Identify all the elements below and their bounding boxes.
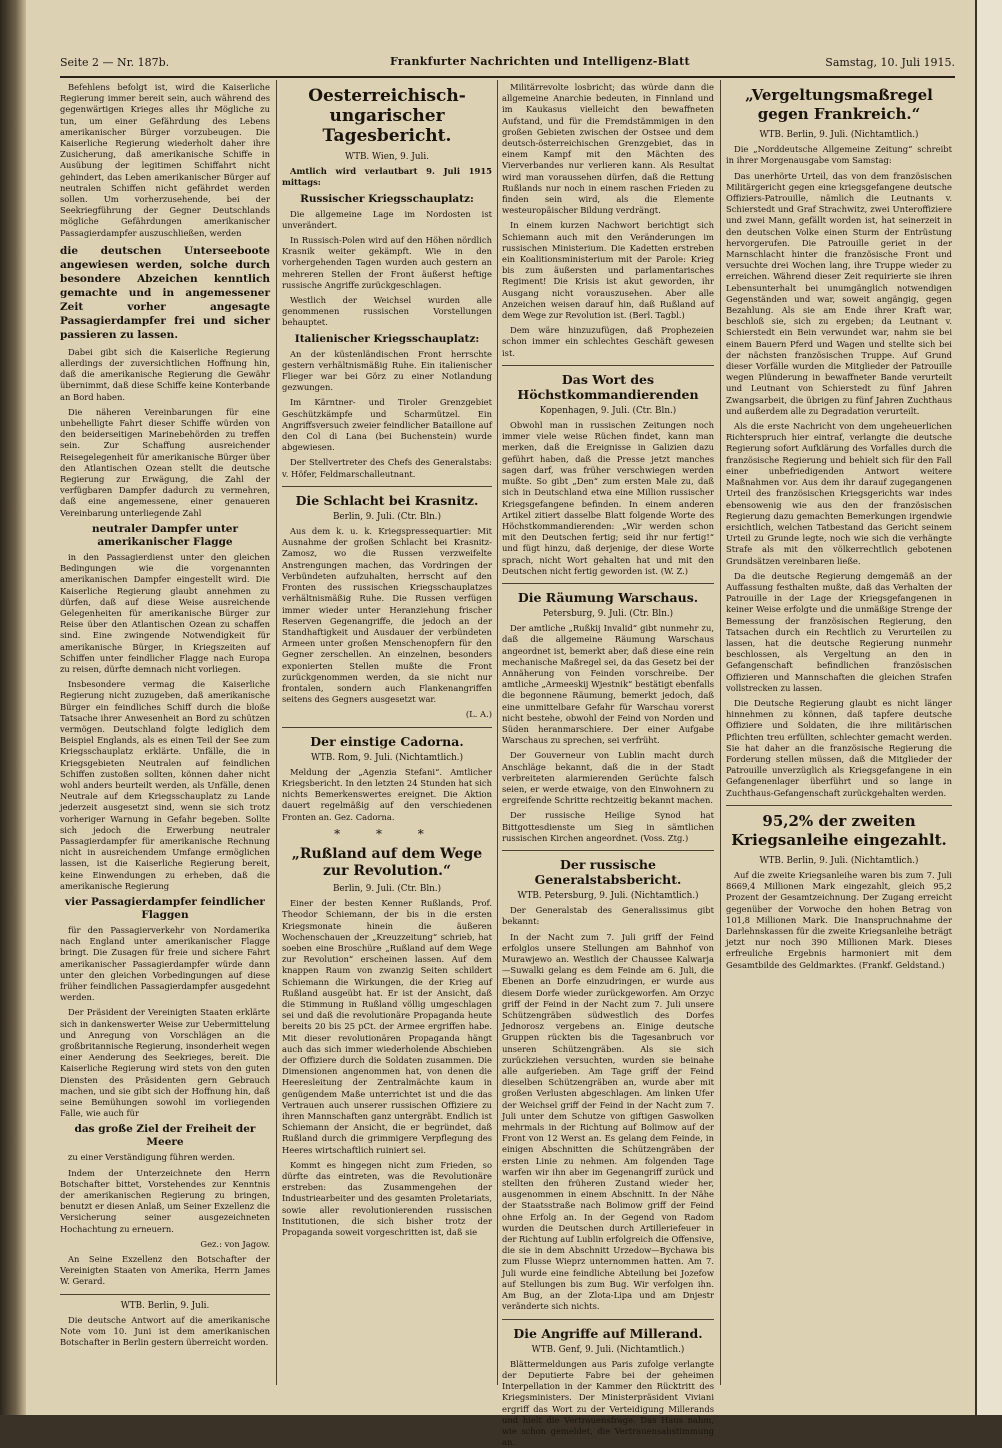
article-headline: „Vergeltungsmaßregel gegen Frankreich.“ xyxy=(745,86,933,123)
paragraph: Kommt es hingegen nicht zum Frieden, so dürfte das eintreten, was die Revolutionäre erstreben: das Zusammengehen der Industriearbeiter und des gesamten Proletariats, sowie aller revolutionierenden russischen Institutionen, die sich bisher trotz der Propaganda soweit vorgeschritten ist, daß sie xyxy=(282,1159,492,1238)
subheading: Russischer Kriegsschauplatz: xyxy=(300,192,474,205)
source-tag: (L. A.) xyxy=(465,709,492,720)
dateline: Petersburg, 9. Juli. (Ctr. Bln.) xyxy=(542,608,674,619)
column-4 xyxy=(726,82,952,1382)
paragraph: Amtlich wird verlautbart 9. Juli 1915 mittags: xyxy=(282,166,492,188)
paragraph: Befehlens befolgt ist, wird die Kaiserliche Regierung immer bereit sein, auch während des gegenwärtigen Krieges alles ihr Mögliche zu tun, um einer Gefährdung des Lebens amerikanischer Bürger vorzubeugen. Die Kaiserliche Regierung wiederholt daher ihre Zusicherung, daß amerikanische Schiffe in Ausübung der legitimen Schiffahrt nicht gehindert, das Leben amerikanischer Bürger auf neutralen Schiffen nicht gefährdet werden sollen. Um vorherzusehende, bei der Seekriegführung der Gegner Deutschlands mögliche Gefährdungen amerikanischer Passagierdampfer auszuschließen, werden xyxy=(60,82,270,238)
article-headline: Oesterreichisch-ungarischer Tagesbericht. xyxy=(308,86,466,146)
paragraph: Meldung der „Agenzia Stefani“. Amtlicher Kriegsbericht. In den letzten 24 Stunden hat sich nichts Bemerkenswertes ereignet. Die Aktion dauert regelmäßig auf den verschiedenen Fronten an. Gez. Cadorna. xyxy=(282,766,492,822)
paragraph: Im Kärntner- und Tiroler Grenzgebiet Geschützkämpfe und Scharmützel. Ein Angriffsversuch zweier feindlicher Bataillone auf den Col di Lana (bei Buchenstein) wurde abgewiesen. xyxy=(282,397,492,453)
article-headline: 95,2% der zweiten Kriegsanleihe eingezahlt. xyxy=(731,811,947,849)
issue-date: Samstag, 10. Juli 1915. xyxy=(825,56,955,69)
page-header xyxy=(60,52,955,78)
paragraph: An Seine Exzellenz den Botschafter der Vereinigten Staaten von Amerika, Herrn James W. Gerard. xyxy=(60,1254,270,1287)
subheading: das große Ziel der Freiheit der Meere xyxy=(74,1123,256,1149)
subheading: Italienischer Kriegsschauplatz: xyxy=(294,332,480,345)
dateline: WTB. Genf, 9. Juli. (Nichtamtlich.) xyxy=(531,1344,685,1355)
paragraph: Blättermeldungen aus Paris zufolge verlangte der Deputierte Fabre bei der geheimen Interpellation in der Kammer den Rücktritt des Kriegsministers. Der Ministerpräsident Viviani ergriff das Wort zu der Verteidigung Millerands und hielt die Vertrauensfrage. Das Haus nahm, wie schon gemeldet, die Vertrauensabstimmung an. xyxy=(502,1358,714,1448)
paragraph: In einem kurzen Nachwort berichtigt sich Schiemann auch mit den Veränderungen im russischen Ministerium. Die Kadetten erstreben ein Koalitionsministerium mit der Parole: Krieg bis zum äußersten und parlamentarisches Regiment! Die Krisis ist akut geworden, ihr Ausgang nicht vorauszusehen. Aber alle Anzeichen weisen darauf hin, daß Rußland auf dem Wege zur Revolution ist. (Berl. Tagbl.) xyxy=(502,220,714,321)
binding-spine xyxy=(0,0,26,1415)
paragraph: Der Präsident der Vereinigten Staaten erklärte sich in dankenswerter Weise zur Uebermittelung und Anregung von Vorschlägen an die großbritannische Regierung, insonderheit wegen einer Aenderung des Seekrieges, bereit. Die Kaiserliche Regierung wird stets von den guten Diensten des Präsidenten gern Gebrauch machen, und sie gibt sich der Hoffnung hin, daß seine Bemühungen sowohl im vorliegenden Falle, wie auch für xyxy=(60,1007,270,1119)
section-rule xyxy=(502,583,714,584)
article-headline: Die Angriffe auf Millerand. xyxy=(513,1325,703,1341)
paragraph: Der Stellvertreter des Chefs des Generalstabs: v. Höfer, Feldmarschalleutnant. xyxy=(282,457,492,479)
section-rule xyxy=(282,486,492,487)
signature: Gez.: von Jagow. xyxy=(200,1238,270,1249)
dateline: WTB. Berlin, 9. Juli. xyxy=(120,1300,210,1311)
emphasis-heading: die deutschen Unterseeboote angewiesen werden, solche durch besondere Abzeichen kenntlich gemachte und in angemessener Zeit vorher angesagte Passagierdampfer frei und sicher passieren zu lassen. xyxy=(60,244,270,341)
article-headline: Die Schlacht bei Krasnitz. xyxy=(295,492,479,508)
paragraph: Obwohl man in russischen Zeitungen noch immer viele weise Rüchen findet, kann man merken, daß die Ereignisse in Galizien dazu geführt haben, daß die Presse jetzt manches sagen darf, was früher verschwiegen werden mußte. So gibt „Den“ zum ersten Male zu, daß sich in Deutschland etwa eine Million russischer Kriegsgefangene befinden. In einem anderen Artikel zitiert dasselbe Blatt folgende Worte des Höchstkommandierenden: „Wir werden schon mit den Deutschen fertig; seid ihr nur fertig!“ und fügt hinzu, daß derjenige, der diese Worte sprach, nicht Wort gehalten hat und mit den Deutschen nicht fertig geworden ist. (W. Z.) xyxy=(502,420,714,576)
dateline: WTB. Berlin, 9. Juli. (Nichtamtlich.) xyxy=(759,130,919,140)
paragraph: Der Gouverneur von Lublin macht durch Anschläge bekannt, daß die in der Stadt verbreiteten alarmierenden Gerüchte falsch seien, er werde etwaige, von den Einwohnern zu ergreifende Schritte rechtzeitig bekannt machen. xyxy=(502,750,714,806)
column-2 xyxy=(282,82,492,1382)
paragraph: Auf die zweite Kriegsanleihe waren bis zum 7. Juli 8669,4 Millionen Mark eingezahlt, gleich 95,2 Prozent der Gesamtzeichnung. Der Zugang erreicht gegenüber der Vorwoche den hohen Betrag von 101,8 Millionen Mark. Die Inanspruchnahme der Darlehnskassen für die zweite Kriegsanleihe beträgt jetzt nur noch 390 Millionen Mark. Dieses erfreuliche Ergebnis harmoniert mit dem Gesamtbilde des Geldmarktes. (Frankf. Geldstand.) xyxy=(726,869,952,970)
dateline: WTB. Petersburg, 9. Juli. (Nichtamtlich.) xyxy=(517,890,699,901)
section-rule xyxy=(502,850,714,851)
section-rule xyxy=(502,365,714,366)
dateline: WTB. Berlin, 9. Juli. (Nichtamtlich.) xyxy=(759,855,919,866)
paragraph: Das unerhörte Urteil, das von dem französischen Militärgericht gegen eine kriegsgefangene deutsche Offiziers-Patrouille, nämlich die Leutnants v. Schierstedt und Graf Strachwitz, zwei Unteroffiziere und zwei Mann, gefällt worden ist, hat seinerzeit in den deutschen Volke einen Sturm der Entrüstung hervorgerufen. Die Patrouille geriet in der Marnschlacht hinter die französische Front und versuchte drei Wochen lang, ihre Truppe wieder zu erreichen. Während dieser Zeit requirierte sie ihren Lebensunterhalt bei unumgänglich notwendigen Gegenständen und war, soweit angängig, gegen Bezahlung. Als sie am Ende ihrer Kraft war, beschloß sie, sich zu ergeben; da Leutnant v. Schierstedt ein Bein verwundet war, nahm sie bei einem Bauern Pferd und Wagen und stellte sich bei der nächsten französischen Truppe. Auf Grund dieser Vorfälle wurden die Mitglieder der Patrouille wegen Plünderung in bewaffneter Bande verurteilt und Leutnant von Schierstedt zu fünf Jahren Zwangsarbeit, die übrigen zu fünf Jahren Zuchthaus und außerdem alle zu Degradation verurteilt. xyxy=(726,170,952,416)
paragraph: Die „Norddeutsche Allgemeine Zeitung“ schreibt in ihrer Morgenausgabe vom Samstag: xyxy=(726,144,952,166)
column-divider xyxy=(497,80,498,1385)
page-number: Seite 2 — Nr. 187b. xyxy=(60,56,170,69)
article-headline: Der russische Generalstabsbericht. xyxy=(534,856,682,887)
paragraph: Da die deutsche Regierung demgemäß an der Auffassung festhalten mußte, daß das Verhalten der Patrouille in der Lage der Kriegsgefangenen in keiner Weise erfolgte und die unmäßige Strenge der Bemessung der französischen Regierung, den Tatsachen durch ein Rechtlich zu Verurteilen zu lassen, hat die deutsche Regierung nunmehr beschlossen, als Vergeltung an den in Gefangenschaft befindlichen französischen Offizieren und Mannschaften die gleichen Strafen vollstrecken zu lassen. xyxy=(726,570,952,693)
paragraph: Militärrevolte losbricht; das würde dann die allgemeine Anarchie bedeuten, in Finnland und im Kaukasus vielleicht den bewaffneten Aufstand, und für die Fremdstämmigen in den großen Gebieten zwischen der Ostsee und dem deutsch-österreichischen Grenzgebiet, das in einem Kampf mit den Mächten des Vierverbandes nur verlieren kann. Als Resultat wird man voraussehen dürfen, daß die Rettung Rußlands nur noch in einem raschen Frieden zu finden sein wird, als die Elemente westeuropäischer Bildung verdrängt. xyxy=(502,82,714,216)
adjacent-page-edge xyxy=(975,0,1002,1415)
paragraph: Der amtliche „Rußkij Invalid“ gibt nunmehr zu, daß die allgemeine Räumung Warschaus angeordnet ist, bemerkt aber, daß diese eine rein mechanische Maßregel sei, da das Gesetz bei der Annäherung von Feinden vorschreibe. Der amtliche „Armeeskij Wjestnik“ bestätigt ebenfalls die begonnene Räumung, bemerkt jedoch, daß eine unmittelbare Gefahr für Warschau vorerst nicht bestehe, obwohl der Feind von Norden und Süden heranmarschiere. Der einer Aufgabe Warschaus zu sprechen, sei verfrüht. xyxy=(502,623,714,746)
column-1 xyxy=(60,82,270,1382)
separator-stars: * * * xyxy=(334,826,440,841)
paragraph: für den Passagierverkehr von Nordamerika nach England unter amerikanischer Flagge bringt. Die Zusagen für freie und sichere Fahrt amerikanischer Passagierdampfer würde dann unter den gleichen Vorbedingungen auf diese früher feindlichen Passagierdampfer ausgedehnt werden. xyxy=(60,924,270,1003)
article-headline: „Rußland auf dem Wege zur Revolution.“ xyxy=(291,845,483,879)
paragraph: Insbesondere vermag die Kaiserliche Regierung nicht zuzugeben, daß amerikanische Bürger ein feindliches Schiff durch die bloße Tatsache ihrer Anwesenheit an Bord zu schützen vermögen. Deutschland folgte lediglich dem Beispiel Englands, als es einen Teil der See zum Kriegsschauplatz erklärte. Unfälle, die in Kriegsgebieten Neutralen auf feindlichen Schiffen zustoßen sollten, können daher nicht wohl anders beurteilt werden, als Unfälle, denen Neutrale auf dem Kriegsschauplatz zu Lande jederzeit ausgesetzt sind, wenn sie sich trotz vorheriger Warnung in Gefahr begeben. Sollte sich jedoch die Erwerbung neutraler Passagierdampfer für amerikanische Rechnung nicht in ausreichendem Umfange ermöglichen lassen, ist die Kaiserliche Regierung bereit, keine Einwendungen zu erheben, daß die amerikanische Regierung xyxy=(60,679,270,891)
article-headline: Das Wort des Höchstkommandierenden xyxy=(517,371,699,402)
paragraph: Der Generalstab des Generalissimus gibt bekannt: xyxy=(502,905,714,927)
subheading: neutraler Dampfer unter amerikanischer Flagge xyxy=(91,522,239,548)
section-rule xyxy=(502,1319,714,1320)
paragraph: Der russische Heilige Synod hat Bittgottesdienste um Sieg in sämtlichen russischen Kirchen angeordnet. (Voss. Ztg.) xyxy=(502,810,714,843)
paragraph: Die deutsche Antwort auf die amerikanische Note vom 10. Juni ist dem amerikanischen Botschafter in Berlin gestern überreicht worden. xyxy=(60,1314,270,1348)
section-rule xyxy=(60,1294,270,1295)
paragraph: In der Nacht zum 7. Juli griff der Feind erfolglos unsere Stellungen am Bahnhof von Murawjewo an. Westlich der Chaussee Kalwarja—Suwalki gelang es dem Feinde am 6. Juli, die Ebenen an Dorfe einzudringen, er wurde aus diesem Dorfe wieder zurückgeworfen. Am Orzyc griff der Feind in der Nacht zum 7. Juli unsere Schützengräben südwestlich des Dorfes Jednorosz vergebens an. Einige deutsche Gruppen rückten bis die Tagesanbruch vor unseren Schützengräben. Als sie sich zurückziehen versuchten, wurden sie beinahe alle aufgerieben. Am Tage griff der Feind dieselben Schützengräben an, wurde aber mit großen Verlusten abgeschlagen. Am linken Ufer der Weichsel griff der Feind in der Nacht zum 7. Juli unter dem Schutze von giftigen Gaswolken mehrmals in der Richtung auf Bolimow auf der Front von 12 Werst an. Es gelang dem Feinde, in einigen Abschnitten die Schützengräben der ersten Linie zu nehmen. Am folgenden Tage warfen wir ihn aber im Gegenangriff zurück und stellten den früheren Zustand wieder her, ausgenommen in einem Abschnitt. In der Nähe der Staatsstraße nach Bolimow griff der Feind ohne Erfolg an. In der Gegend von Radom wurden die Deutschen durch Artilleriefeuer in der Richtung auf Lublin erfolgreich die Offensive, die sie in dem Abschnitt Urzedow—Bychawa bis zum Flusse Wieprz unternommen hatten. Am 7. Juli wurde eine feindliche Abteilung bei Jozefow auf Stellungen bis zum Bug. Wir verfolgen ihn. Am Bug, an der Zlota-Lipa und am Dnjestr veränderte sich nichts. xyxy=(502,931,714,1312)
paragraph: in den Passagierdienst unter den gleichen Bedingungen wie die vorgenannten amerikanischen Dampfer eingestellt wird. Die Kaiserliche Regierung glaubt annehmen zu dürfen, daß auf diese Weise ausreichende Gelegenheiten für amerikanische Bürger zur Reise über den Atlantischen Ozean zu schaffen sind. Eine zwingende Notwendigkeit für amerikanische Bürger, in Kriegszeiten auf Schiffen unter feindlicher Flagge nach Europa zu reisen, dürfte demnach nicht vorliegen. xyxy=(60,551,270,674)
paragraph: An der küstenländischen Front herrschte gestern verhältnismäßig Ruhe. Ein italienischer Flieger war bei Görz zu einer Notlandung gezwungen. xyxy=(282,348,492,393)
paragraph: Aus dem k. u. k. Kriegspressequartier: Mit Ausnahme der großen Schlacht bei Krasnitz-Zamosz, wo die Russen verzweifelte Anstrengungen machen, das Vordringen der Verbündeten aufzuhalten, herrscht auf den Fronten des russischen Kriegsschauplatzes verhältnismäßig Ruhe. Die Russen verfügen immer wieder unter Heranziehung frischer Reserven Gegenangriffe, die jedoch an der Standhaftigkeit und Ausdauer der verbündeten Armeen unter großen Menschenopfern für den Gegner zerschellen. An einzelnen, besonders exponierten Stellen mußte die Front zurückgenommen werden, da sie nicht nur frontalen, sondern auch Flankenangriffen seitens des Gegners ausgesetzt war. xyxy=(282,526,492,705)
column-3 xyxy=(502,82,714,1448)
dateline: Kopenhagen, 9. Juli. (Ctr. Bln.) xyxy=(539,405,677,416)
paragraph: Die näheren Vereinbarungen für eine unbehelligte Fahrt dieser Schiffe würden von den beiderseitigen Marinebehörden zu treffen sein. Zur Schaffung ausreichender Reisegelegenheit für amerikanische Bürger über den Atlantischen Ozean stellt die deutsche Regierung zur Erwägung, die Zahl der verfügbaren Dampfer dadurch zu vermehren, daß eine angemessene, einer genaueren Vereinbarung unterliegende Zahl xyxy=(60,406,270,518)
newspaper-title: Frankfurter Nachrichten und Intelligenz-Blatt xyxy=(390,55,690,68)
dateline: Berlin, 9. Juli. (Ctr. Bln.) xyxy=(332,511,442,522)
paragraph: Einer der besten Kenner Rußlands, Prof. Theodor Schiemann, der bis in die ersten Kriegsmonate hinein die äußeren Wochenschauen der „Kreuzzeitung“ schrieb, hat soeben eine Broschüre „Rußland auf dem Wege zur Revolution“ erscheinen lassen. Auf dem knappen Raum von zwanzig Seiten schildert Schiemann die Wirkungen, die der Krieg auf Rußland ausgeübt hat. Er ist der Ansicht, daß die Stimmung in Rußland völlig umgeschlagen sei und daß die revolutionäre Propaganda heute bereits 20 bis 25 pCt. der Armee ergriffen habe. Mit dieser revolutionären Propaganda hängt auch das sich immer wiederholende Abschieben der Offiziere durch die Soldaten zusammen. Die Dimensionen angenommen hat, von denen die Heeresleitung der Zentralmächte kaum in genügendem Maße unterrichtet ist und die das Vertrauen auch unserer russischen Offiziere zu ihren Mannschaften ganz untergräbt. Endlich ist Schiemann der Ansicht, die er begründet, daß Rußland durch die grimmigere Verpflegung des Heeres wirtschaftlich ruiniert sei. xyxy=(282,898,492,1155)
section-rule xyxy=(726,805,952,806)
column-divider xyxy=(720,80,721,1385)
dateline: WTB. Wien, 9. Juli. xyxy=(345,152,429,162)
paragraph: Dem wäre hinzuzufügen, daß Prophezeien schon immer ein schlechtes Geschäft gewesen ist. xyxy=(502,325,714,358)
paragraph: Als die erste Nachricht von dem ungeheuerlichen Richterspruch hier eintraf, verlangte die deutsche Regierung sofort Aufklärung des Vorfalles durch die französische Regierung und behielt sich für den Fall einer unbefriedigenden Antwort weitere Maßnahmen vor. Aus dem ihr darauf zugegangenen Urteil des französischen Kriegsgerichts war indes ebensowenig wie aus den der französischen Regierung dazu gemachten Bemerkungen irgendwie ersichtlich, welchen Tatbestand das Gericht seinem Urteil zu Grunde legte, noch wie sich die verhängte Strafe als mit den völkerrechtlich gebotenen Grundsätzen vereinbaren ließe. xyxy=(726,421,952,566)
paragraph: Indem der Unterzeichnete den Herrn Botschafter bittet, Vorstehendes zur Kenntnis der amerikanischen Regierung zu bringen, benutzt er diesen Anlaß, um Seiner Exzellenz die Versicherung seiner ausgezeichneten Hochachtung zu erneuern. xyxy=(60,1167,270,1234)
paragraph: Die allgemeine Lage im Nordosten ist unverändert. xyxy=(282,208,492,230)
article-headline: Die Räumung Warschaus. xyxy=(517,589,699,605)
subheading: vier Passagierdampfer feindlicher Flaggen xyxy=(65,895,265,921)
column-divider xyxy=(276,80,277,1385)
dateline: Berlin, 9. Juli. (Ctr. Bln.) xyxy=(332,883,442,894)
section-rule xyxy=(282,727,492,728)
paragraph: Die Deutsche Regierung glaubt es nicht länger hinnehmen zu können, daß tapfere deutsche Offiziere und Soldaten, die ihre militärischen Pflichten treu erfüllten, schlechter gemacht werden. Sie hat daher an die französische Regierung die Forderung stellen müssen, daß die Mitglieder der Patrouille unverzüglich als Kriegsgefangene in ein Gefangenenlager überführt und so lange in Zuchthaus-Gefangenschaft zurückgehalten werden. xyxy=(726,697,952,798)
paragraph: zu einer Verständigung führen werden. xyxy=(68,1152,236,1163)
paragraph: Dabei gibt sich die Kaiserliche Regierung allerdings der zuversichtlichen Hoffnung hin, daß die amerikanische Regierung die Gewähr übernimmt, daß diese Schiffe keine Konterbande an Bord haben. xyxy=(60,346,270,402)
article-headline: Der einstige Cadorna. xyxy=(310,733,464,749)
dateline: WTB. Rom, 9. Juli. (Nichtamtlich.) xyxy=(310,752,464,763)
paragraph: Westlich der Weichsel wurden alle genommenen russischen Vorstellungen behauptet. xyxy=(282,295,492,328)
paragraph: In Russisch-Polen wird auf den Höhen nördlich Krasnik weiter gekämpft. Wie in den vorhergehenden Tagen wurden auch gestern an mehreren Stellen der Front äußerst heftige russische Angriffe zurückgeschlagen. xyxy=(282,235,492,290)
